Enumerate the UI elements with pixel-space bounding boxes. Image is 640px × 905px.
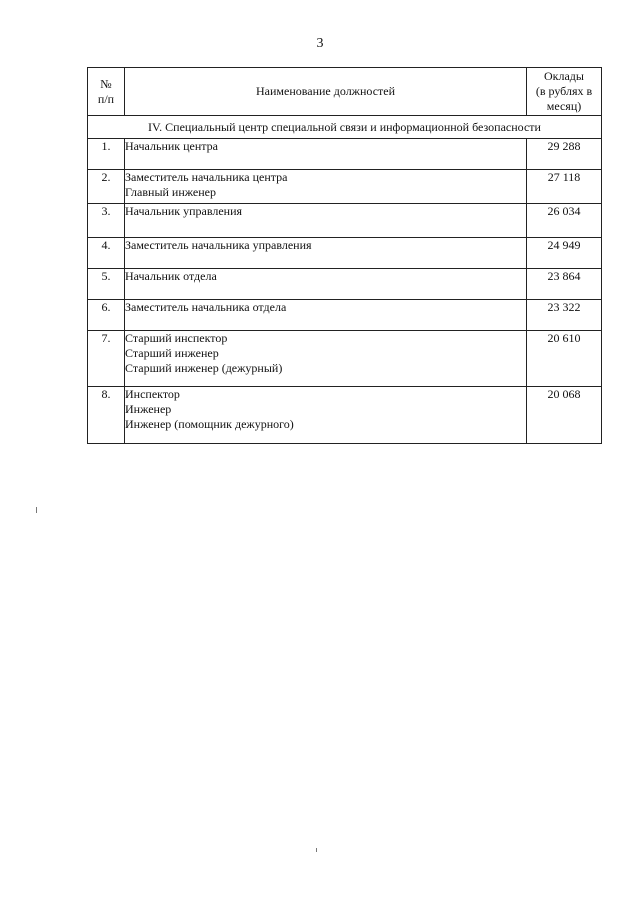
position-name-cell <box>125 331 527 387</box>
position-name: Инженер (помощник дежурного) <box>125 417 294 431</box>
salary-table <box>87 67 602 444</box>
scan-speck <box>316 848 317 852</box>
scan-speck <box>36 507 37 513</box>
position-name-cell <box>125 238 527 269</box>
salary-value: 27 118 <box>527 170 602 204</box>
header-salary-line: Оклады <box>544 69 584 83</box>
table-row <box>88 170 602 204</box>
salary-value: 20 610 <box>527 331 602 387</box>
table-header-row <box>88 68 602 116</box>
position-name: Заместитель начальника центра <box>125 170 288 184</box>
position-name: Заместитель начальника отдела <box>125 300 287 314</box>
header-position-name: Наименование должностей <box>125 68 527 116</box>
position-name-cell <box>125 300 527 331</box>
header-number <box>88 68 125 116</box>
header-salary <box>527 68 602 116</box>
row-number: 1. <box>88 139 125 170</box>
row-number: 6. <box>88 300 125 331</box>
position-name: Начальник отдела <box>125 269 217 283</box>
row-number: 4. <box>88 238 125 269</box>
header-number-line: п/п <box>97 91 115 106</box>
salary-value: 20 068 <box>527 387 602 444</box>
header-salary-line: (в рублях в <box>535 84 593 98</box>
position-name: Заместитель начальника управления <box>125 238 312 252</box>
row-number: 2. <box>88 170 125 204</box>
position-name-cell <box>125 387 527 444</box>
position-name: Старший инженер (дежурный) <box>125 361 283 375</box>
position-name: Инженер <box>125 402 172 416</box>
position-name: Начальник центра <box>125 139 218 153</box>
table-row <box>88 238 602 269</box>
header-salary-line: месяц) <box>546 99 582 113</box>
salary-value: 29 288 <box>527 139 602 170</box>
row-number: 7. <box>88 331 125 387</box>
section-title: IV. Специальный центр специальной связи и информационной безопасности <box>88 116 602 139</box>
position-name: Старший инспектор <box>125 331 228 345</box>
table-row <box>88 204 602 238</box>
position-name-cell <box>125 170 527 204</box>
position-name-cell <box>125 139 527 170</box>
position-name: Инспектор <box>125 387 180 401</box>
row-number: 3. <box>88 204 125 238</box>
position-name-cell <box>125 269 527 300</box>
header-number-line: № <box>100 76 112 91</box>
salary-value: 23 864 <box>527 269 602 300</box>
section-row <box>88 116 602 139</box>
table-row <box>88 300 602 331</box>
row-number: 5. <box>88 269 125 300</box>
table-row <box>88 269 602 300</box>
salary-value: 24 949 <box>527 238 602 269</box>
table-row <box>88 139 602 170</box>
position-name-cell <box>125 204 527 238</box>
salary-value: 26 034 <box>527 204 602 238</box>
salary-value: 23 322 <box>527 300 602 331</box>
page-number: 3 <box>316 36 324 51</box>
table-row <box>88 331 602 387</box>
position-name: Главный инженер <box>125 185 216 199</box>
position-name: Начальник управления <box>125 204 243 218</box>
row-number: 8. <box>88 387 125 444</box>
table-row <box>88 387 602 444</box>
position-name: Старший инженер <box>125 346 219 360</box>
